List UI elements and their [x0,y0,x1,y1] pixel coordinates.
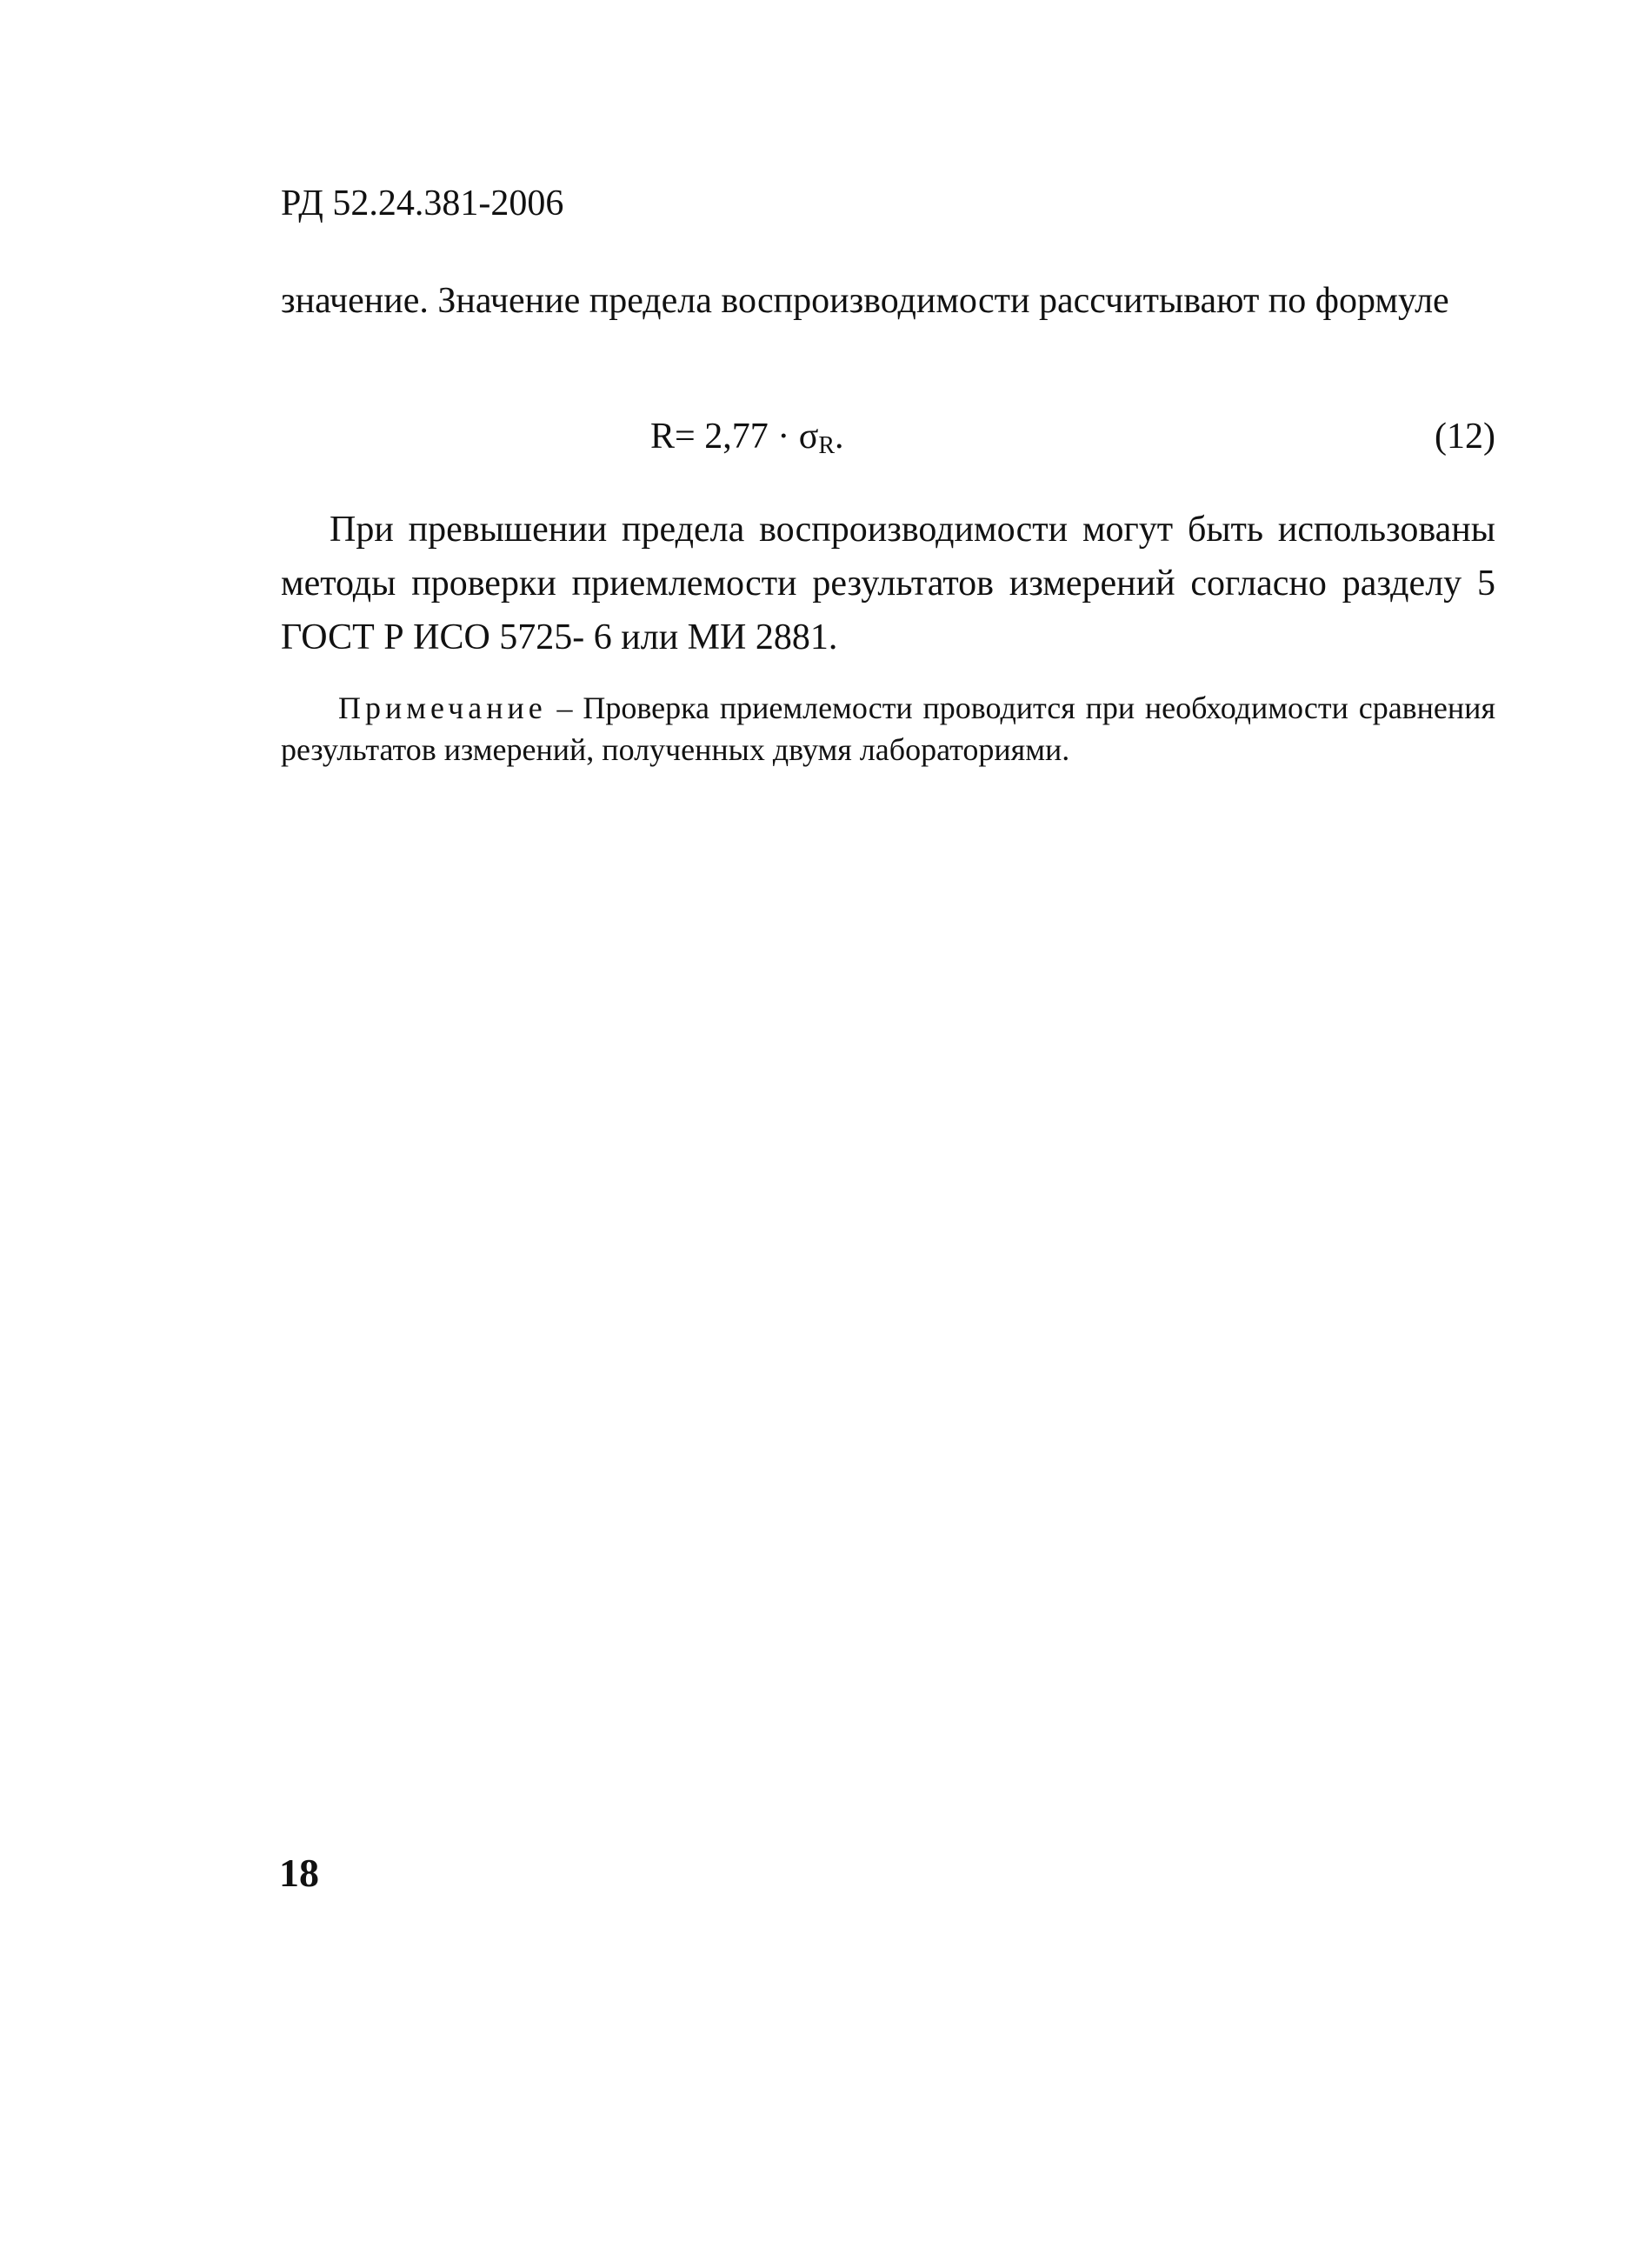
note-block [281,687,1495,770]
note-label: Примечание [338,690,547,725]
formula-subscript: R [818,432,836,459]
paragraph-exceedance: При превышении предела воспроизводимости могут быть использованы методы проверки приемлемости результатов измерений согласно разделу 5 ГОСТ Р ИСО 5725- 6 или МИ 2881. [281,510,1495,657]
note-text: – Проверка приемлемости проводится при необходимости сравнения результатов измерений, полученных двумя лабораториями. [281,690,1495,767]
document-code-header: РД 52.24.381-2006 [281,183,564,223]
formula-trailing: . [835,417,844,457]
formula-reproducibility-limit [650,412,844,470]
formula-rhs: = 2,77 · σ [675,417,819,457]
page-number: 18 [279,1851,319,1895]
paragraph-continuation: значение. Значение предела воспроизводимости рассчитывают по формуле [281,281,1449,321]
formula-number: (12) [1435,417,1495,457]
formula-lhs: R [650,417,676,457]
